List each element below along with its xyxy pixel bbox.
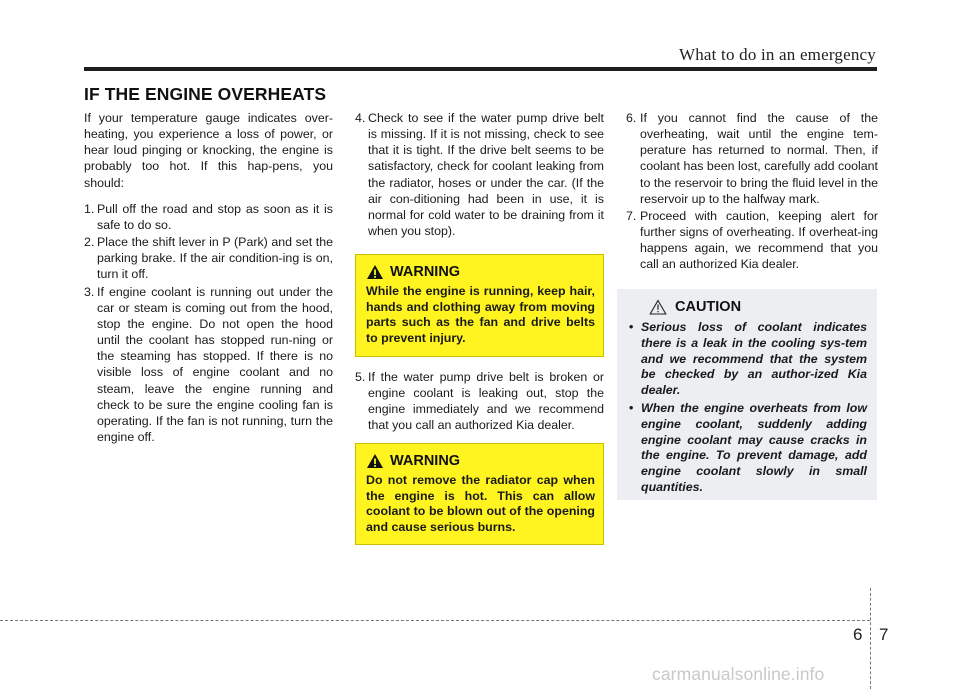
steps-list-right (626, 110, 878, 273)
page-number: 7 (879, 625, 889, 644)
bullet-icon: • (629, 320, 634, 334)
warning-header (366, 264, 595, 280)
footer-separator (870, 588, 871, 689)
step-number: 4. (355, 111, 366, 125)
step-number: 1. (84, 201, 95, 216)
caution-list (629, 320, 867, 496)
step-item (84, 234, 333, 282)
step-item (626, 110, 878, 207)
warning-text: While the engine is running, keep hair, hands and clothing away from moving parts such as the fan and drive belts to prevent injury. (366, 284, 595, 345)
step-item (84, 201, 333, 233)
warning-label: WARNING (390, 453, 461, 469)
caution-item-text: Serious loss of coolant indicates there is a leak in the cooling sys-tem and we recommend that the system be checked by an author-ized Kia dealer. (641, 320, 867, 398)
step-text: If engine coolant is running out under the car or steam is coming out from the hood, stop the engine. Do not open the hood until the coolant has stopped run-ning or the steaming has stopped. If there is no visible loss of engine coolant and no steam, leave the engine running and check to be sure the engine cooling fan is operating. If the fan is not running, turn the engine off. (97, 284, 333, 444)
step-text: Pull off the road and stop as soon as it is safe to do so. (97, 201, 333, 232)
chapter-title: What to do in an emergency (678, 45, 876, 64)
caution-item (629, 320, 867, 399)
caution-item (629, 401, 867, 496)
warning-icon (366, 264, 384, 280)
middle-column (355, 110, 604, 240)
step-number: 3. (84, 284, 95, 299)
warning-text: Do not remove the radiator cap when the engine is hot. This can allow coolant to be blown out of the opening and cause serious burns. (366, 473, 595, 534)
step-number: 6. (626, 111, 637, 125)
step-text: Proceed with caution, keeping alert for further signs of overheating. If overheat-ing happens again, we recommend that you call an authorized Kia dealer. (640, 208, 878, 272)
warning-box-radiator-cap (355, 443, 604, 545)
section-title: IF THE ENGINE OVERHEATS (84, 84, 327, 104)
step-item (355, 369, 604, 434)
step-item (355, 110, 604, 239)
step-item (84, 284, 333, 446)
steps-list-middle-lower (355, 369, 604, 434)
header-rule (84, 67, 877, 71)
intro-paragraph: If your temperature gauge indicates over-heating, you experience a loss of power, or hear loud pinging or knocking, the engine is probably too hot. If this hap-pens, you should: (84, 111, 333, 190)
step-text: Place the shift lever in P (Park) and set the parking brake. If the air condition-ing is on, turn it off. (97, 235, 333, 282)
bullet-icon: • (629, 400, 634, 415)
footer-rule (0, 620, 870, 621)
step-text: If you cannot find the cause of the overheating, wait until the engine tem-perature has returned to normal. Then, if coolant has been lost, carefully add coolant to the reservoir to bring the fluid level in the reservoir up to the halfway mark. (640, 111, 878, 206)
middle-column-lower (355, 369, 604, 435)
caution-item-text: When the engine overheats from low engine coolant, suddenly adding engine coolant may cause cracks in the engine. To prevent damage, add engine coolant slowly in small quantities. (641, 400, 867, 494)
step-number: 2. (84, 235, 95, 250)
chapter-number: 6 (853, 625, 863, 644)
step-number: 5. (355, 370, 366, 384)
warning-box-moving-parts (355, 254, 604, 357)
right-column (626, 110, 878, 274)
step-text: Check to see if the water pump drive belt is missing. If it is not missing, check to see that it is tight. If the drive belt seems to be satisfactory, check for coolant leaking from the radiator, hoses or under the car. (If the air con-ditioning had been in use, it is normal for cold water to be draining from it when you stop). (368, 111, 604, 239)
caution-box (617, 289, 877, 500)
caution-header (629, 299, 867, 315)
watermark: carmanualsonline.info (652, 664, 825, 684)
step-item (626, 208, 878, 273)
caution-icon (649, 299, 667, 315)
steps-list-middle (355, 110, 604, 239)
step-text: If the water pump drive belt is broken or engine coolant is leaking out, stop the engine immediately and we recommend that you call an authorized Kia dealer. (368, 370, 604, 433)
caution-label: CAUTION (675, 299, 742, 315)
warning-label: WARNING (390, 264, 461, 280)
left-column (84, 110, 333, 446)
warning-header (366, 453, 595, 469)
step-number: 7. (626, 208, 637, 223)
steps-list-left (84, 201, 333, 445)
warning-icon (366, 453, 384, 469)
